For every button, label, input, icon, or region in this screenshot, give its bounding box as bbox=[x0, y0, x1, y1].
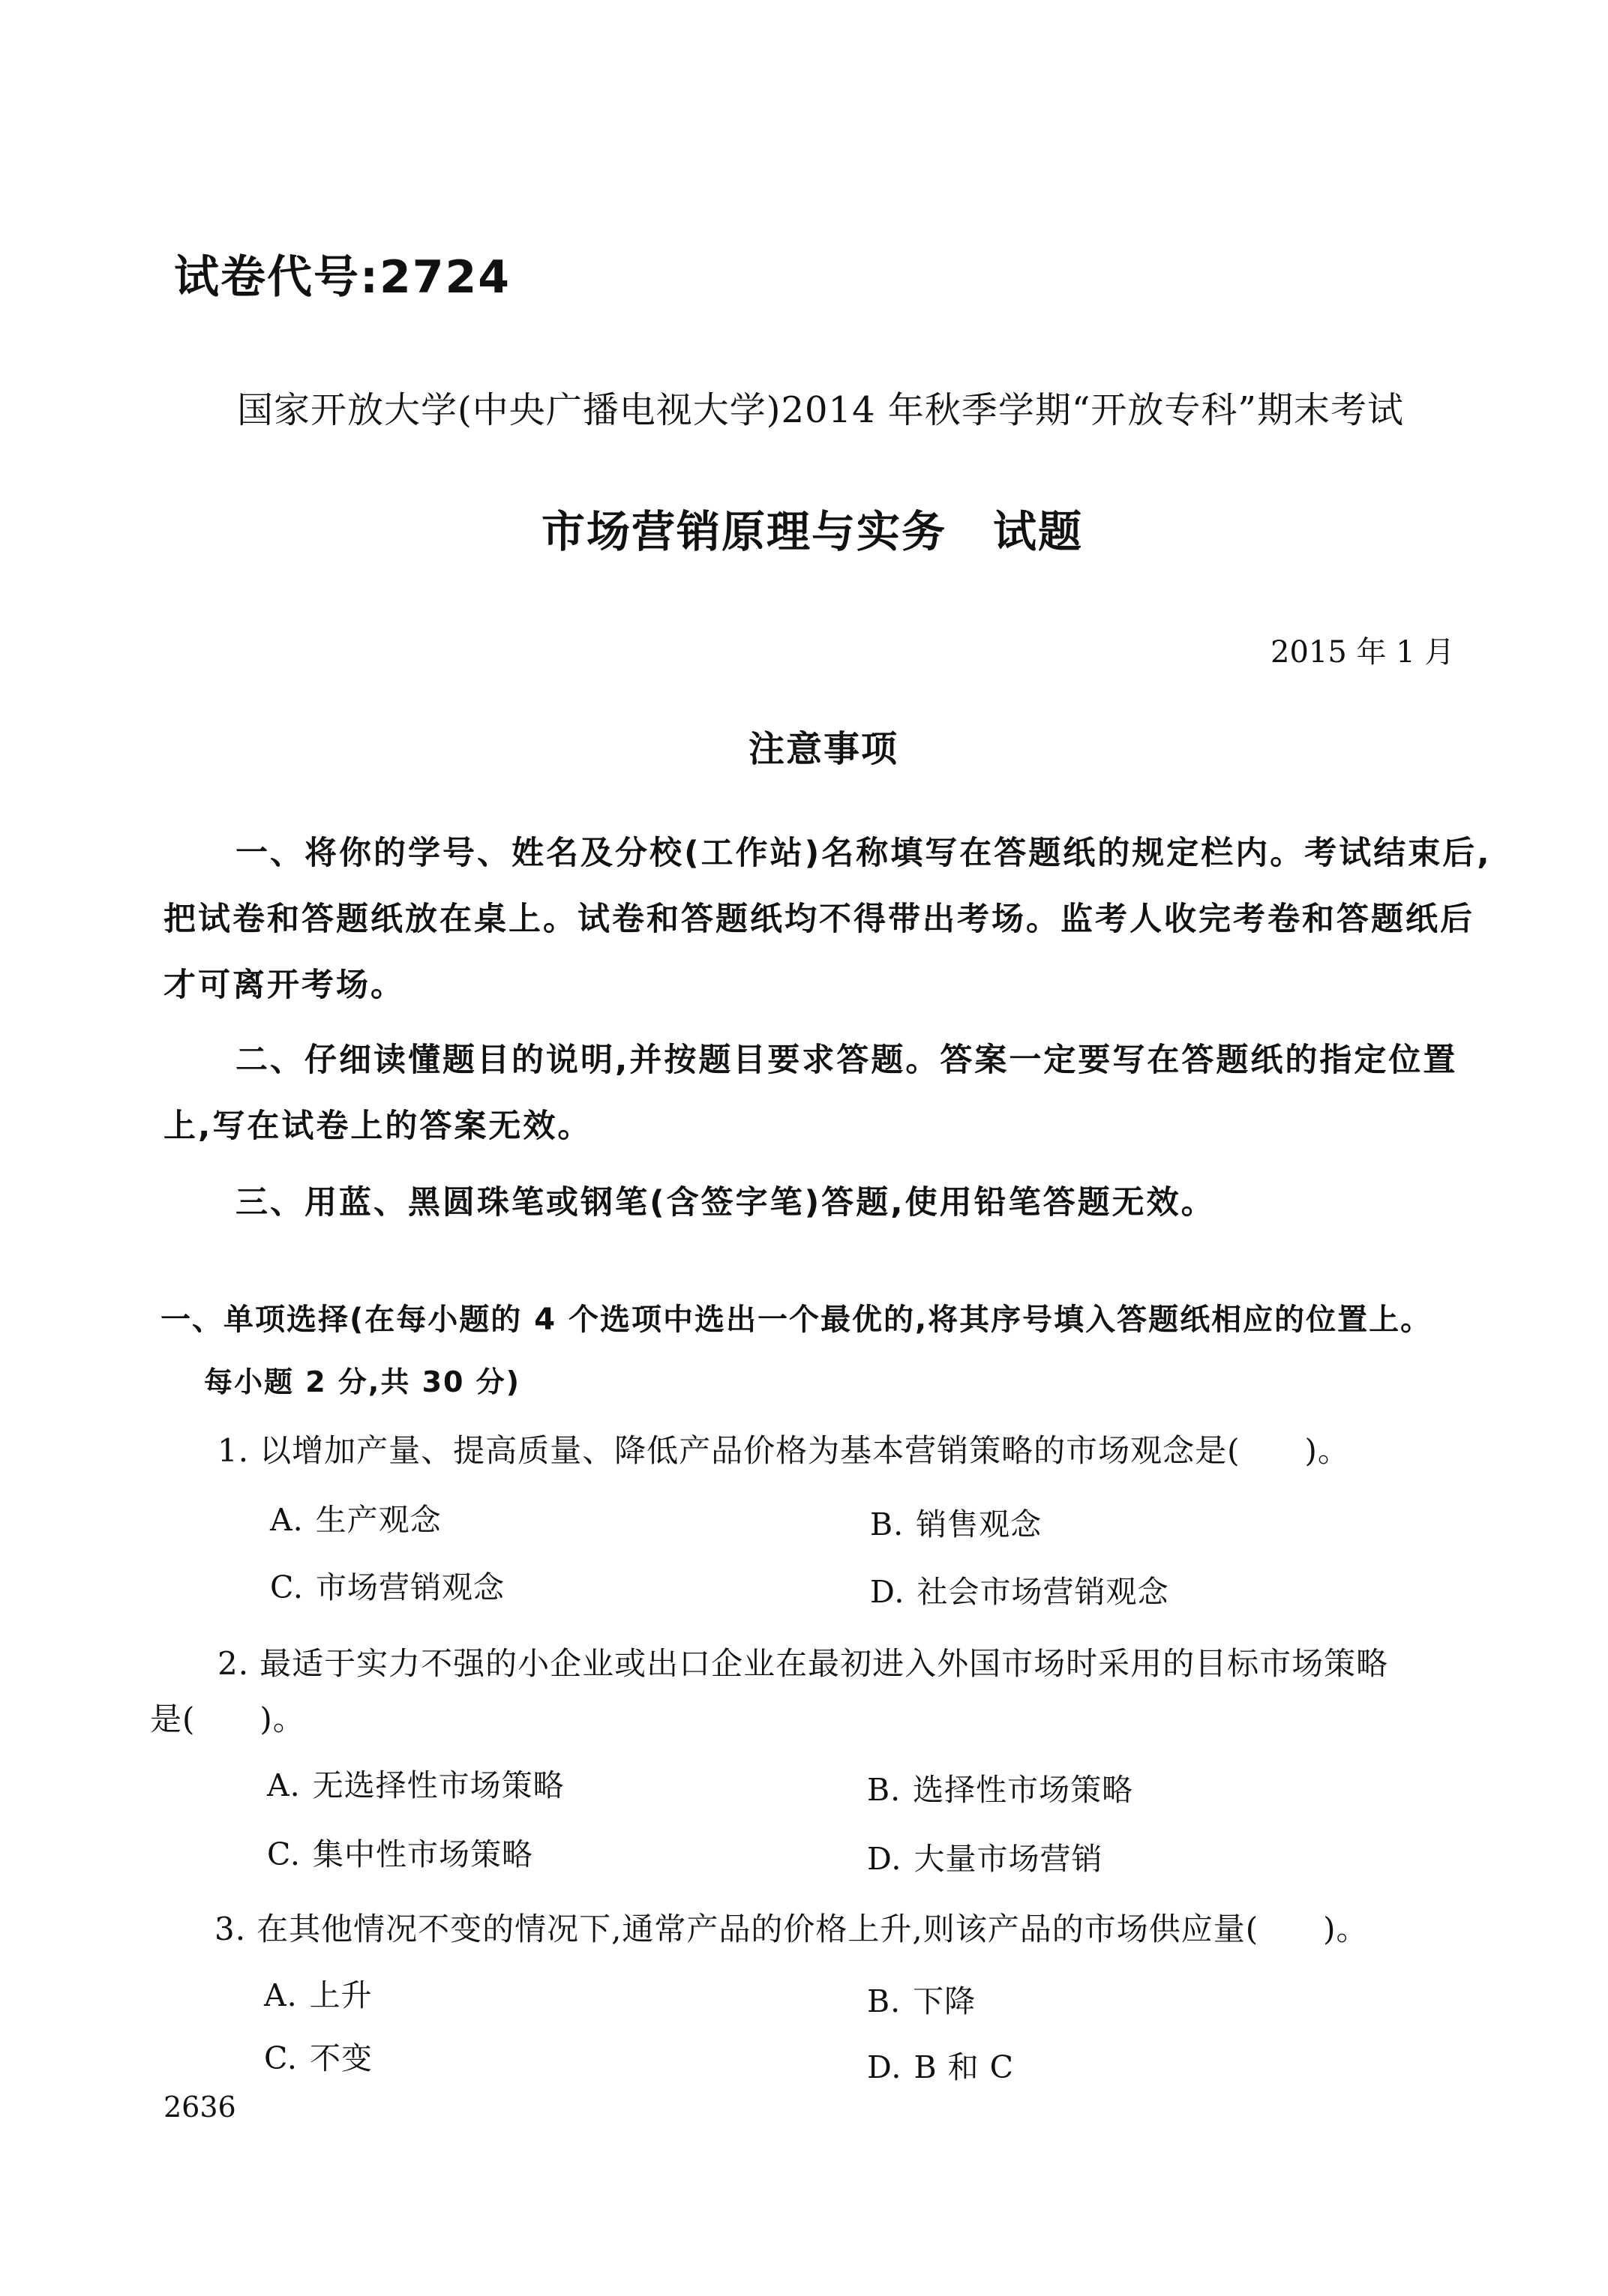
option-b bbox=[867, 1765, 1133, 1809]
question-stem bbox=[214, 1905, 1369, 1950]
section-subheading: 每小题 2 分,共 30 分) bbox=[204, 1365, 521, 1398]
exam-title-name: 市场营销原理与实务 bbox=[542, 506, 947, 557]
option-letter: D. bbox=[867, 2049, 902, 2085]
option-letter: A. bbox=[267, 1767, 301, 1803]
option-text: B 和 C bbox=[914, 2049, 1015, 2085]
notice-item: 二、仔细读懂题目的说明,并按题目要求答题。答案一定要写在答题纸的指定位置上,写在试卷上的答案无效。 bbox=[164, 1042, 1458, 1145]
option-text: 选择性市场策略 bbox=[913, 1772, 1134, 1808]
exam-title-suffix: 试题 bbox=[993, 506, 1084, 557]
option-letter: C. bbox=[264, 2040, 298, 2076]
question-stem bbox=[218, 1426, 1350, 1471]
option-text: 上升 bbox=[309, 1977, 373, 2013]
option-text: 社会市场营销观念 bbox=[916, 1574, 1169, 1610]
option-text: 不变 bbox=[309, 2040, 373, 2076]
option-d bbox=[870, 1567, 1168, 1611]
option-b bbox=[870, 1500, 1042, 1544]
option-letter: B. bbox=[867, 1983, 902, 2019]
exam-title bbox=[542, 496, 1083, 559]
option-text: 集中性市场策略 bbox=[312, 1836, 533, 1872]
notice-item: 三、用蓝、黑圆珠笔或钢笔(含签字笔)答题,使用铅笔答题无效。 bbox=[236, 1184, 1216, 1221]
option-letter: B. bbox=[870, 1506, 904, 1542]
option-letter: B. bbox=[867, 1772, 902, 1808]
option-c bbox=[270, 1563, 505, 1607]
option-text: 大量市场营销 bbox=[914, 1841, 1103, 1877]
exam-date: 2015 年 1 月 bbox=[1270, 635, 1455, 670]
option-a bbox=[267, 1761, 565, 1805]
notice-title: 注意事项 bbox=[748, 728, 899, 770]
paper-code: 试卷代号:2724 bbox=[174, 251, 511, 304]
question-number: 1. bbox=[218, 1432, 250, 1469]
option-a bbox=[264, 1971, 373, 2015]
question-text: 最适于实力不强的小企业或出口企业在最初进入外国市场时采用的目标市场策略 bbox=[260, 1645, 1389, 1682]
option-b bbox=[867, 1977, 976, 2021]
option-letter: A. bbox=[264, 1977, 298, 2013]
section-heading: 一、单项选择(在每小题的 4 个选项中选出一个最优的,将其序号填入答题纸相应的位置上。 bbox=[160, 1302, 1432, 1337]
question-number: 3. bbox=[214, 1911, 247, 1947]
option-text: 下降 bbox=[913, 1983, 976, 2019]
question-text: 在其他情况不变的情况下,通常产品的价格上升,则该产品的市场供应量( )。 bbox=[256, 1911, 1369, 1947]
option-text: 市场营销观念 bbox=[315, 1569, 505, 1605]
option-letter: A. bbox=[270, 1502, 304, 1538]
option-letter: D. bbox=[867, 1841, 902, 1877]
question-stem-continuation: 是( )。 bbox=[150, 1701, 305, 1737]
option-d bbox=[867, 2043, 1014, 2087]
option-text: 生产观念 bbox=[315, 1502, 442, 1538]
option-letter: C. bbox=[270, 1569, 304, 1605]
question-number: 2. bbox=[218, 1645, 250, 1682]
question-stem bbox=[218, 1639, 1388, 1684]
exam-header: 国家开放大学(中央广播电视大学)2014 年秋季学期“开放专科”期末考试 bbox=[237, 389, 1404, 431]
option-letter: C. bbox=[267, 1836, 301, 1872]
option-text: 销售观念 bbox=[916, 1506, 1042, 1542]
page-number: 2636 bbox=[164, 2091, 236, 2124]
option-text: 无选择性市场策略 bbox=[312, 1767, 565, 1803]
question-text: 以增加产量、提高质量、降低产品价格为基本营销策略的市场观念是( )。 bbox=[260, 1432, 1350, 1469]
notice-item: 一、将你的学号、姓名及分校(工作站)名称填写在答题纸的规定栏内。考试结束后,把试卷和答题纸放在桌上。试卷和答题纸均不得带出考场。监考人收完考卷和答题纸后才可离开考场。 bbox=[164, 835, 1492, 1004]
option-c bbox=[267, 1830, 533, 1874]
option-c bbox=[264, 2034, 373, 2078]
option-d bbox=[867, 1834, 1102, 1878]
option-letter: D. bbox=[870, 1574, 905, 1610]
option-a bbox=[270, 1495, 442, 1539]
